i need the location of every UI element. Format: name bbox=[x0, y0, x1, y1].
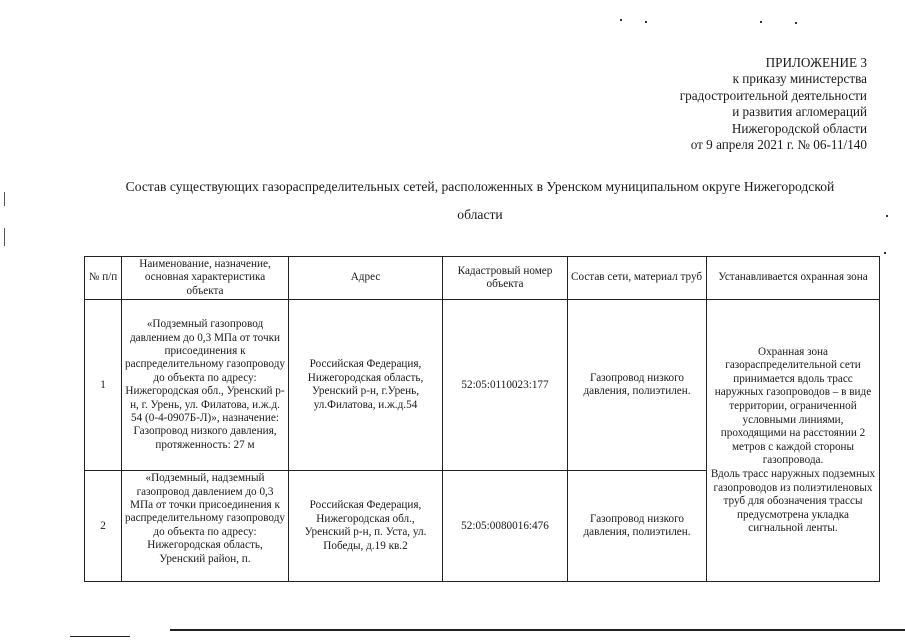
appendix-block bbox=[567, 55, 867, 153]
row-name: «Подземный газопровод давлением до 0,3 МПа от точки присоединения к распределительному газопроводу до объекта по адресу: Нижегородская обл., Уренский р-н, г. Урень, ул. Филатова, и.ж.д. 54 (0-4-0907Б-Л)», назначение: Газопровод низкого давления, протяженность: 27 м bbox=[122, 300, 289, 471]
scan-speck bbox=[795, 22, 797, 24]
header-zone: Устанавливается охранная зона bbox=[707, 257, 880, 300]
row-num: 1 bbox=[85, 300, 122, 471]
scan-bottom-line bbox=[170, 629, 905, 631]
scan-edge-line bbox=[4, 192, 5, 206]
protection-zone-cell bbox=[707, 300, 880, 582]
scan-bottom-line bbox=[70, 636, 130, 637]
table-header-row bbox=[85, 257, 880, 300]
row-num: 2 bbox=[85, 471, 122, 582]
row-network: Газопровод низкого давления, полиэтилен. bbox=[568, 471, 707, 582]
row-network: Газопровод низкого давления, полиэтилен. bbox=[568, 300, 707, 471]
zone-text-part1: Охранная зона газораспределительной сети принимается вдоль трасс наружных газопроводов – в виде территории, ограниченной условными линиями, проходящими на расстоянии 2 метров с каждой стороны газопровода. bbox=[714, 345, 872, 467]
header-num: № п/п bbox=[85, 257, 122, 300]
document-title-continuation: области bbox=[457, 207, 503, 222]
scan-edge-line bbox=[4, 228, 5, 246]
header-name: Наименование, назначение, основная характеристика объекта bbox=[122, 257, 289, 300]
appendix-date-line: от 9 апреля 2021 г. № 06-11/140 bbox=[690, 137, 867, 153]
appendix-ministry-line: градостроительной деятельности bbox=[679, 87, 867, 103]
header-network: Состав сети, материал труб bbox=[568, 257, 707, 300]
header-address: Адрес bbox=[289, 257, 443, 300]
gas-network-table bbox=[84, 256, 880, 582]
appendix-region-line: Нижегородской области bbox=[731, 120, 867, 136]
header-cadastral: Кадастровый номер объекта bbox=[443, 257, 568, 300]
appendix-order-line: к приказу министерства bbox=[732, 71, 867, 87]
appendix-title: ПРИЛОЖЕНИЕ 3 bbox=[765, 55, 867, 70]
row-cadastral: 52:05:0080016:476 bbox=[443, 471, 568, 582]
scan-speck bbox=[620, 19, 622, 21]
row-address: Российская Федерация, Нижегородская обл., Уренский р-н, п. Уста, ул. Победы, д.19 кв.2 bbox=[289, 471, 443, 582]
row-name-cell bbox=[122, 471, 289, 582]
row-cadastral: 52:05:0110023:177 bbox=[443, 300, 568, 471]
table-row bbox=[85, 300, 880, 471]
row-name: «Подземный, надземный газопровод давлением до 0,3 МПа от точки присоединения к распределительному газопроводу до объекта по адресу: Нижегородская область, Уренский район, п. bbox=[125, 472, 285, 565]
scan-speck bbox=[760, 21, 762, 23]
appendix-ministry-line: и развития агломераций bbox=[732, 104, 867, 120]
document-title: Состав существующих газораспределительных сетей, расположенных в Уренском муниципальном округе Нижегородской bbox=[125, 179, 835, 194]
scan-speck bbox=[884, 252, 886, 254]
zone-text-part2: Вдоль трасс наружных подземных газопроводов из полиэтиленовых труб для обозначения трассы предусмотрена укладка сигнальной ленты. bbox=[710, 467, 876, 535]
row-address: Российская Федерация, Нижегородская область, Уренский р-н, г.Урень, ул.Филатова, и.ж.д.54 bbox=[289, 300, 443, 471]
scan-speck bbox=[645, 21, 647, 23]
